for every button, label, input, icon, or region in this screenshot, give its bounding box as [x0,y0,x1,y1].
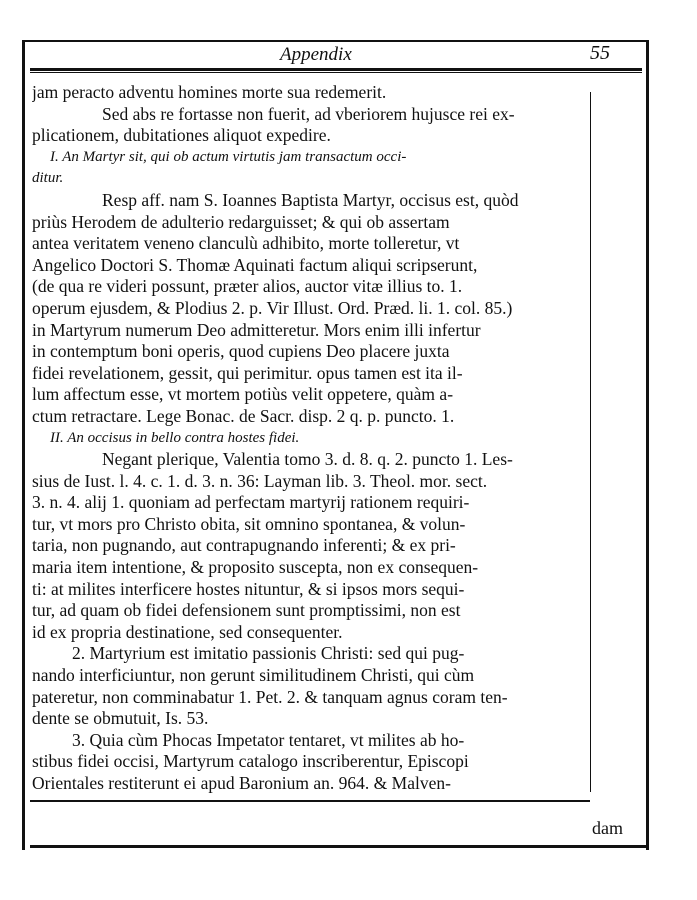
text-line: Resp aff. nam S. Ioannes Baptista Martyr, occisus est, quòd [102,189,519,210]
text-line: in contemptum boni operis, quod cupiens Deo placere juxta [32,341,450,362]
text-line: lum affectum esse, vt mortem potiùs velit oppetere, quàm a- [32,384,454,405]
running-header: Appendix [280,44,352,65]
text-line: fidei revelationem, gessit, qui perimitur. opus tamen est ita il- [32,362,463,383]
text-line: maria item intentione, & proposito suscepta, non ex consequen- [32,557,479,578]
page-number: 55 [590,42,610,64]
text-line: id ex propria destinatione, sed consequenter. [32,621,343,642]
text-line: sius de Iust. l. 4. c. 1. d. 3. n. 36: Layman lib. 3. Theol. mor. sect. [32,470,488,491]
header-rule-thin [30,72,642,73]
text-line: dente se obmutuit, Is. 53. [32,708,209,729]
text-line: Orientales restiterunt ei apud Baronium an. 964. & Malven- [32,773,451,793]
question-heading: II. An occisus in bello contra hostes fidei. [50,429,300,446]
frame-bottom-rule [30,845,646,848]
text-line: Angelico Doctori S. Thomæ Aquinati factum aliqui scripserunt, [32,254,478,275]
text-line: operum ejusdem, & Plodius 2. p. Vir Illust. Ord. Præd. li. 1. col. 85.) [32,297,513,318]
text-bottom-rule [30,800,590,802]
question-heading: I. An Martyr sit, qui ob actum virtutis jam transactum occi- [50,148,407,165]
text-line: jam peracto adventu homines morte sua redemerit. [32,82,387,102]
text-line: Sed abs re fortasse non fuerit, ad vberiorem hujusce rei ex- [102,103,515,124]
catchword: dam [592,818,623,838]
text-line: taria, non pugnando, aut contrapugnando inferenti; & ex pri- [32,535,456,556]
text-line: nando interficiuntur, non gerunt similitudinem Christi, qui cùm [32,665,475,686]
text-line: ti: at milites interficere hostes nituntur, & si ipsos mors sequi- [32,578,465,599]
text-line: in Martyrum numerum Deo admitteretur. Mors enim illi infertur [32,319,481,340]
text-line: plicationem, dubitationes aliquot expedire. [32,125,331,146]
text-line: (de qua re videri possunt, præter alios, auctor vitæ illius to. 1. [32,276,463,297]
text-line: tur, ad quam ob fidei defensionem sunt promptissimi, non est [32,600,461,621]
text-line: antea veritatem veneno clanculù adhibito, morte tolleretur, vt [32,233,460,254]
text-line: 3. Quia cùm Phocas Impetator tentaret, vt milites ab ho- [72,729,465,750]
text-line: stibus fidei occisi, Martyrum catalogo inscriberentur, Episcopi [32,751,469,772]
text-line: pateretur, non comminabatur 1. Pet. 2. & tanquam agnus coram ten- [32,686,508,707]
text-line: 3. n. 4. alij 1. quoniam ad perfectam martyrij rationem requiri- [32,492,470,513]
text-line: ctum retractare. Lege Bonac. de Sacr. disp. 2 q. p. puncto. 1. [32,405,455,426]
text-line: 2. Martyrium est imitatio passionis Christi: sed qui pug- [72,643,465,664]
frame-top-edge [22,40,649,42]
text-line: ditur. [32,170,64,187]
frame-left-rule [22,40,25,850]
frame-right-rule [646,40,649,850]
header-rule [30,68,642,71]
text-line: priùs Herodem de adulterio redarguisset; & qui ob assertam [32,211,450,232]
text-line: Negant plerique, Valentia tomo 3. d. 8. q. 2. puncto 1. Les- [102,449,513,470]
body-text [32,82,594,795]
text-line: tur, vt mors pro Christo obita, sit omnino spontanea, & volun- [32,513,466,534]
